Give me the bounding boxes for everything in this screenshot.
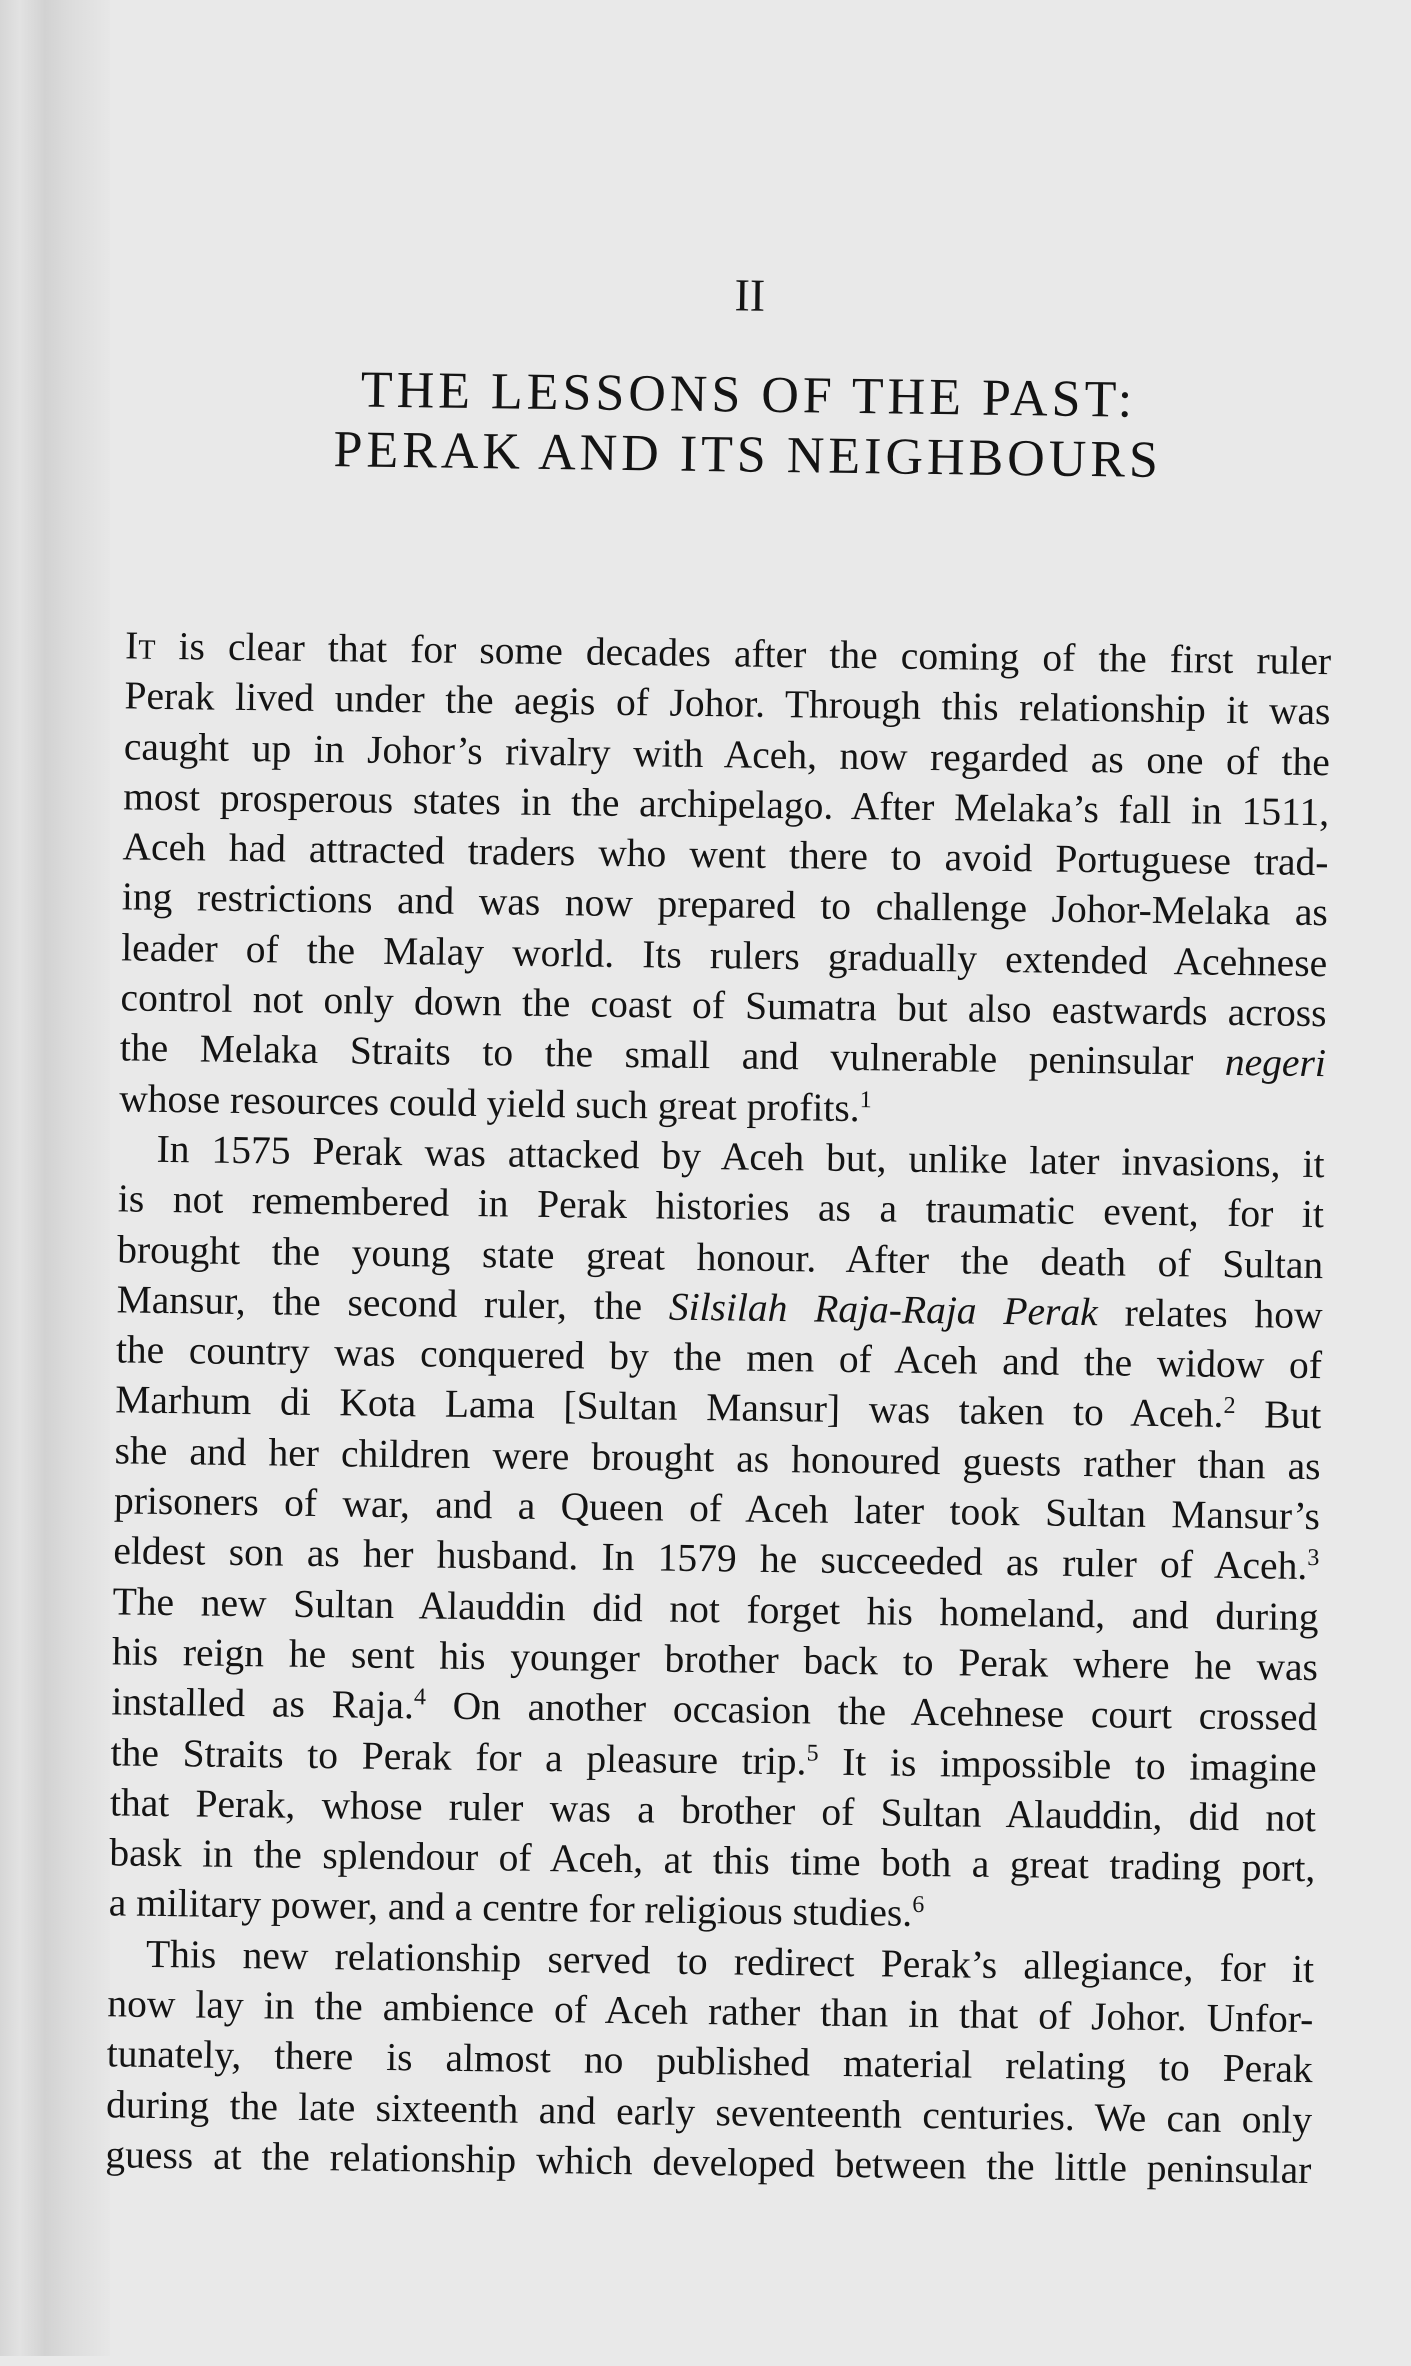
text-run: bask in the splendour of Aceh, at this time both a great trading port, [109, 1830, 1316, 1891]
text-run: eldest son as her husband. In 1579 he succeeded as ruler of Aceh. [113, 1528, 1308, 1589]
paragraph [119, 620, 1331, 1139]
text-run: she and her children were brought as honoured guests rather than as [114, 1428, 1321, 1488]
footnote-ref: 3 [1307, 1545, 1320, 1572]
italic-text: negeri [1224, 1040, 1327, 1086]
text-run: the Melaka Straits to the small and vulnerable peninsular [119, 1025, 1226, 1085]
paragraph [105, 1928, 1314, 2195]
text-run: most prosperous states in the archipelago. After Melaka’s fall in 1511, [122, 774, 1330, 835]
text-run: It [124, 623, 156, 668]
text-run: a military power, and a centre for religious studies. [108, 1880, 913, 1936]
paragraph [108, 1123, 1324, 1943]
text-run: ing restrictions and was now prepared to challenge Johor-Melaka as [121, 874, 1329, 935]
chapter-title-line: THE LESSONS OF THE PAST: [360, 361, 1137, 429]
text-run: during the late sixteenth and early seventeenth centuries. We can only [105, 2081, 1313, 2142]
text-run: relates how [1097, 1290, 1323, 1338]
text-run: But [1235, 1392, 1322, 1438]
text-run: guess at the relationship which developed between the little peninsular [105, 2132, 1312, 2192]
text-run: is not remembered in Perak histories as a traumatic event, for it [117, 1176, 1325, 1237]
text-run: On another occasion the Acehnese court crossed [425, 1683, 1318, 1740]
text-run: caught up in Johor’s rivalry with Aceh, now regarded as one of the [123, 724, 1331, 784]
text-run: Aceh had attracted traders who went there to avoid Portuguese trad- [122, 824, 1329, 885]
footnote-ref: 1 [859, 1086, 872, 1113]
text-run: Perak lived under the aegis of Johor. Through this relationship it was [124, 673, 1331, 734]
text-run: now lay in the ambience of Aceh rather than in that of Johor. Unfor- [107, 1981, 1314, 2042]
footnote-ref: 5 [806, 1739, 819, 1767]
text-run: the Straits to Perak for a pleasure trip. [110, 1729, 807, 1783]
chapter-title-line: PERAK AND ITS NEIGHBOURS [333, 421, 1163, 489]
text-run: The new Sultan Alauddin did not forget his homeland, and during [112, 1578, 1319, 1639]
text-run: In 1575 Perak was attacked by Aceh but, unlike later invasions, it [156, 1126, 1325, 1187]
text-run: whose resources could yield such great profits. [118, 1076, 860, 1130]
italic-text: Silsilah Raja-Raja Perak [668, 1284, 1099, 1335]
text-run: brought the young state great honour. After the death of Sultan [117, 1226, 1324, 1287]
footnote-ref: 6 [912, 1892, 925, 1919]
chapter-number: II [734, 269, 766, 321]
chapter-title [9, 356, 1411, 495]
text-run: that Perak, whose ruler was a brother of Sultan Alauddin, did not [109, 1780, 1317, 1840]
text-run: tunately, there is almost no published material relating to Perak [106, 2031, 1313, 2092]
text-run: It is impossible to imagine [818, 1739, 1317, 1790]
body-text [105, 620, 1331, 2195]
text-run: the country was conquered by the men of Aceh and the widow of [115, 1327, 1323, 1388]
text-run: Marhum di Kota Lama [Sultan Mansur] was taken to Aceh. [115, 1377, 1224, 1437]
text-run: control not only down the coast of Sumatra but also eastwards across [120, 975, 1327, 1036]
text-run: leader of the Malay world. Its rulers gradually extended Acehnese [120, 925, 1328, 985]
text-run: prisoners of war, and a Queen of Aceh later took Sultan Mansur’s [113, 1478, 1321, 1539]
footnote-ref: 2 [1223, 1393, 1236, 1420]
footnote-ref: 4 [413, 1684, 427, 1711]
text-run: This new relationship served to redirect Perak’s allegiance, for it [145, 1931, 1315, 1991]
text-run: his reign he sent his younger brother back to Perak where he was [111, 1629, 1319, 1690]
text-run: Mansur, the second ruler, the [116, 1277, 670, 1329]
text-run: installed as Raja. [111, 1679, 415, 1728]
text-run: is clear that for some decades after the coming of the first ruler [155, 623, 1332, 684]
